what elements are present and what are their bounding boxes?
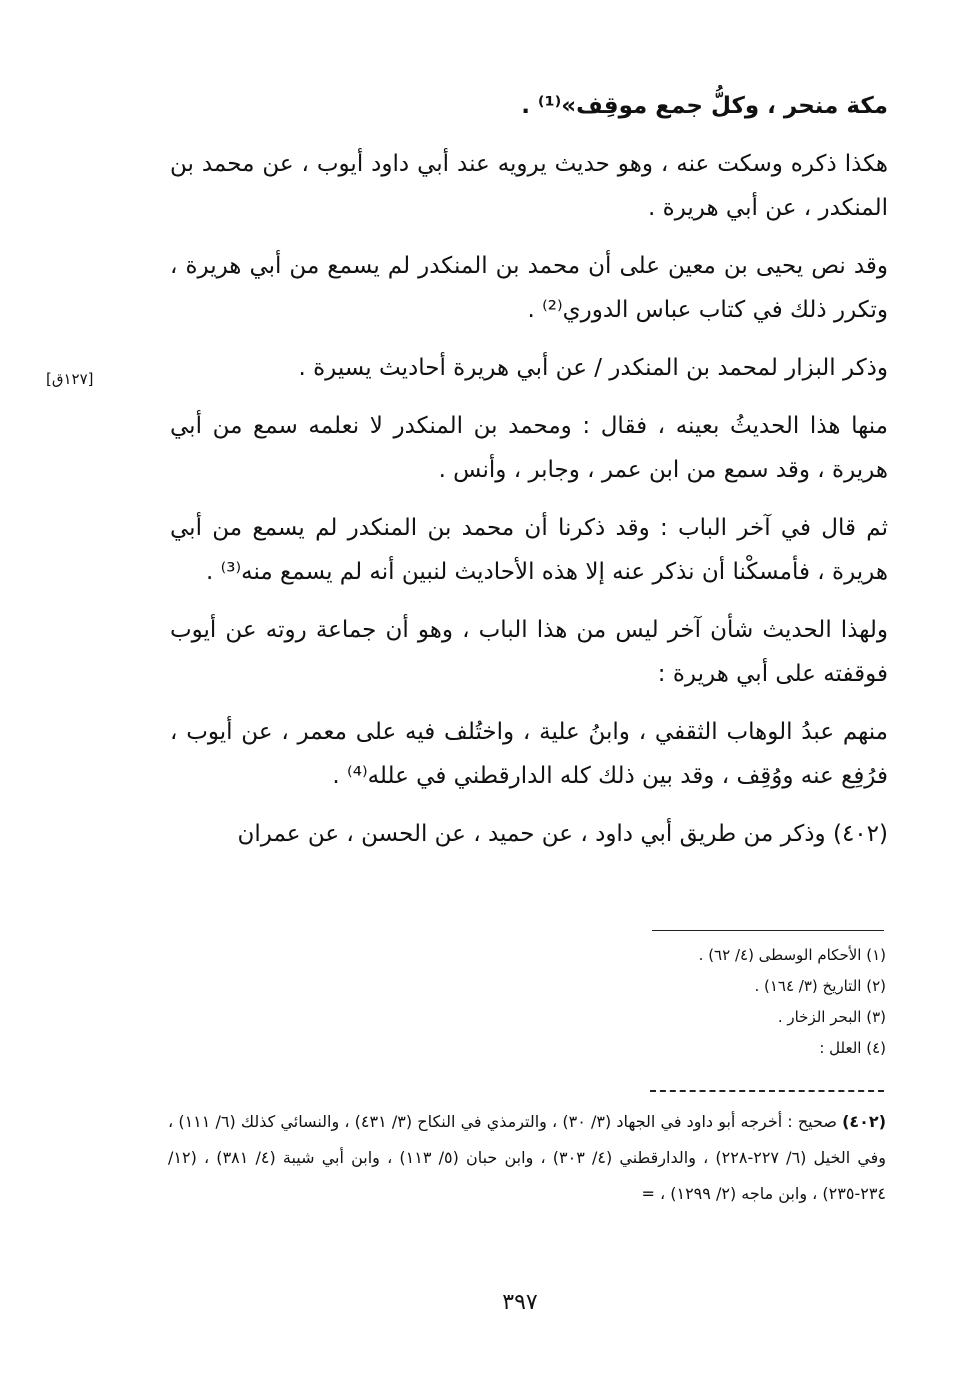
paragraph: منها هذا الحديثُ بعينه ، فقال : ومحمد بن المنكدر لا نعلمه سمع من أبي هريرة ، وقد سمع من ابن عمر ، وجابر ، وأنس . (170, 413, 888, 483)
footnote-separator (652, 930, 884, 931)
paragraph: هكذا ذكره وسكت عنه ، وهو حديث يرويه عند أبي داود أيوب ، عن محمد بن المنكدر ، عن أبي هريرة . (170, 151, 888, 221)
paragraph: ثم قال في آخر الباب : وقد ذكرنا أن محمد بن المنكدر لم يسمع من أبي هريرة ، فأمسكْنا أن نذكر عنه إلا هذه الأحاديث لنبين أنه لم يسمع منه⁽³⁾ . (170, 515, 888, 585)
takhrij-separator (650, 1090, 884, 1092)
takhrij-text: صحيح : أخرجه أبو داود في الجهاد (٣/ ٣٠) ، والترمذي في النكاح (٣/ ٤٣١) ، والنسائي كذلك (٦/ ١١١) ، وفي الخيل (٦/ ٢٢٧-٢٢٨) ، والدارقطني (٤/ ٣٠٣) ، وابن حبان (٥/ ١١٣) ، وابن أبي شيبة (٤/ ٣٨١) ، (١٢/ ٢٣٤-٢٣٥) ، وابن ماجه (٢/ ١٢٩٩) ، = (168, 1112, 887, 1203)
paragraph: (٤٠٢) وذكر من طريق أبي داود ، عن حميد ، عن الحسن ، عن عمران (237, 821, 888, 847)
footnote: (٣) البحر الزخار . (777, 1008, 886, 1026)
footnote: (١) الأحكام الوسطى (٤/ ٦٢) . (698, 946, 886, 964)
main-text (170, 84, 888, 870)
page-number: ٣٩٧ (502, 1290, 538, 1315)
footnote: (٤) العلل : (819, 1039, 886, 1057)
paragraph: مكة منحر ، وكلُّ جمع موقِف»⁽¹⁾ . (521, 93, 888, 119)
footnotes (560, 940, 886, 1064)
paragraph: منهم عبدُ الوهاب الثقفي ، وابنُ علية ، واختُلف فيه على معمر ، عن أيوب ، فرُفِع عنه ووُقِف ، وقد بين ذلك كله الدارقطني في علله⁽⁴⁾ . (170, 719, 888, 789)
footnote: (٢) التاريخ (٣/ ١٦٤) . (754, 977, 886, 995)
takhrij-note (168, 1104, 886, 1212)
paragraph: وذكر البزار لمحمد بن المنكدر / عن أبي هريرة أحاديث يسيرة . (298, 355, 888, 381)
paragraph: وقد نص يحيى بن معين على أن محمد بن المنكدر لم يسمع من أبي هريرة ، وتكرر ذلك في كتاب عباس الدوري⁽²⁾ . (170, 253, 888, 323)
paragraph: ولهذا الحديث شأن آخر ليس من هذا الباب ، وهو أن جماعة روته عن أيوب فوقفته على أبي هريرة : (170, 617, 888, 687)
margin-folio-note: [١٢٧ق] (46, 370, 94, 388)
takhrij-number: (٤٠٢) (842, 1112, 886, 1131)
